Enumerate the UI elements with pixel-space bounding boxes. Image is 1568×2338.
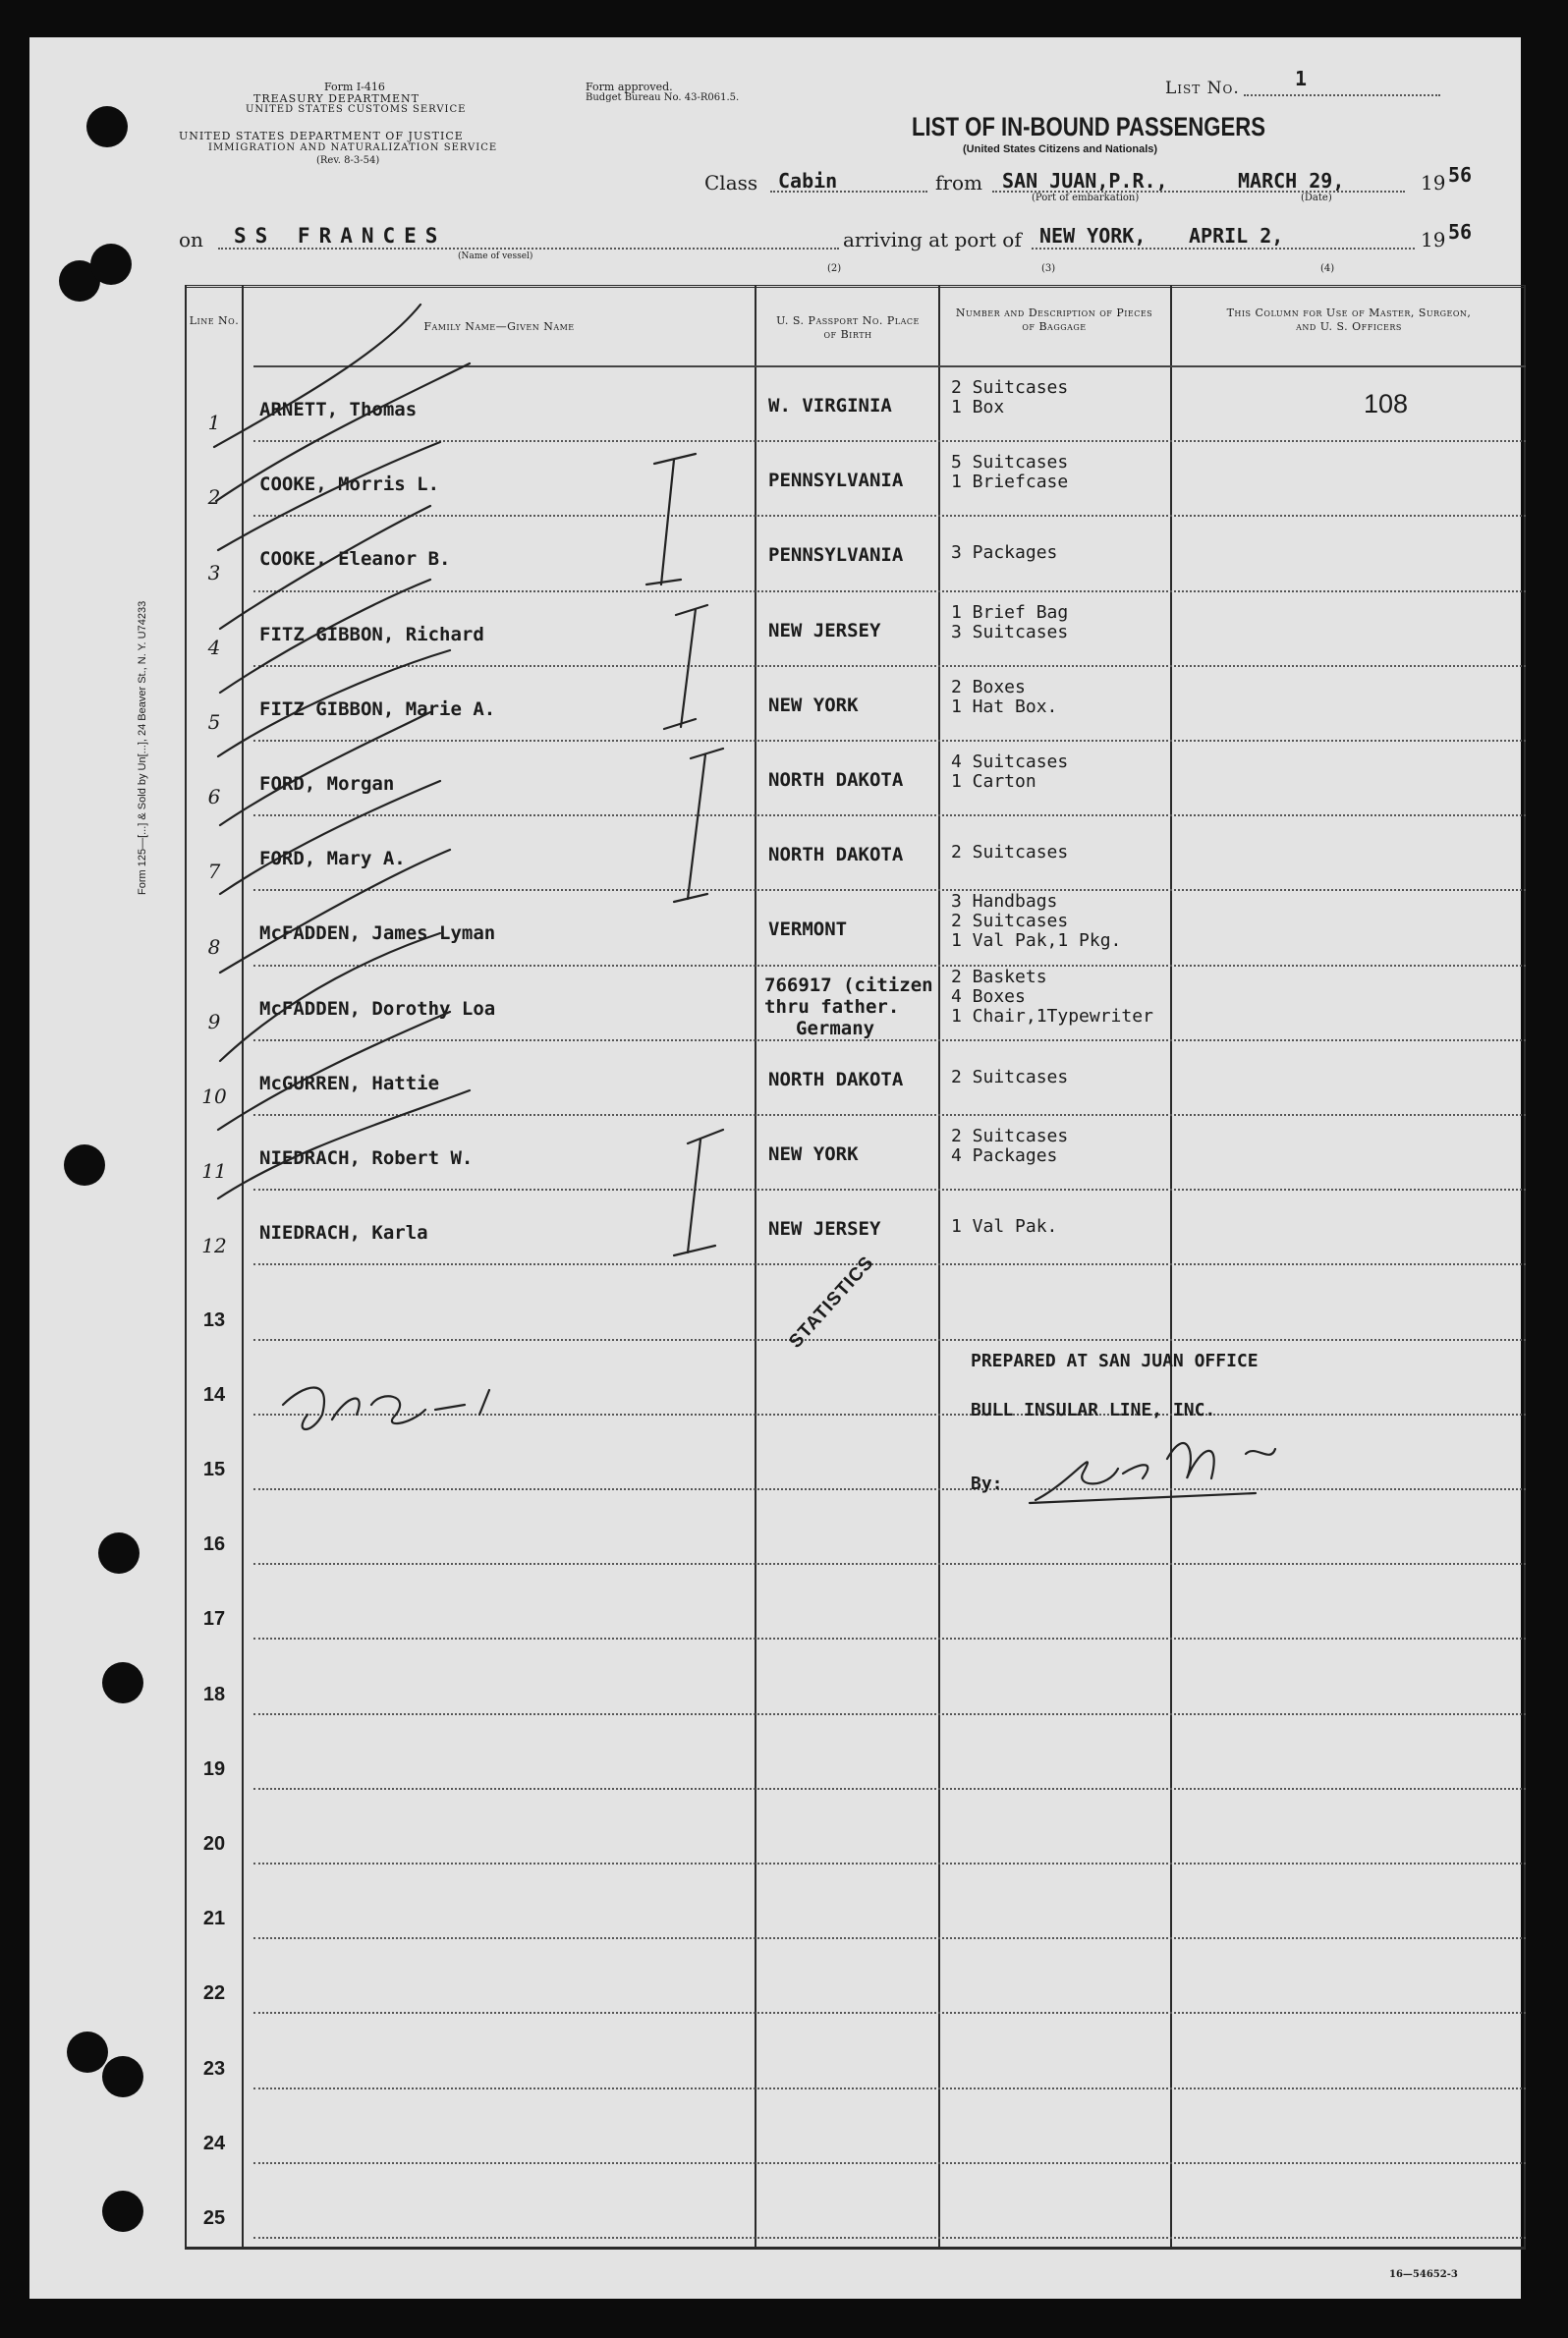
baggage-item: 1 Box: [951, 397, 1005, 418]
footer-code: 16—54652-3: [1389, 2269, 1458, 2280]
check-mark: [220, 781, 440, 894]
punch-hole: [86, 106, 128, 147]
year-2: 56: [1448, 220, 1473, 244]
punch-hole: [102, 1662, 143, 1703]
baggage-item: 3 Suitcases: [951, 621, 1069, 642]
punch-hole: [64, 1144, 105, 1186]
place-of-birth: NEW YORK: [768, 694, 859, 716]
place-of-birth: Germany: [796, 1017, 875, 1039]
passenger-name: NIEDRACH, Karla: [259, 1222, 428, 1245]
column-marker-4: (4): [1320, 263, 1335, 274]
line-number: 16: [202, 1533, 226, 1556]
line-number: 17: [202, 1608, 226, 1631]
line-number: 7: [207, 860, 221, 884]
check-mark: [216, 363, 470, 501]
list-no-value: 1: [1295, 67, 1308, 90]
side-print: Form 125—[...] & Sold by Un[...], 24 Beaver St., N. Y. U74233: [137, 600, 148, 895]
header-baggage: Number and Description of Pieces of Baggage: [955, 306, 1153, 333]
passenger-name: FORD, Morgan: [259, 773, 395, 795]
check-mark: [218, 442, 440, 550]
line-number: 19: [202, 1757, 226, 1780]
baggage-item: 1 Brief Bag: [951, 601, 1069, 623]
line-number: 4: [207, 635, 221, 659]
passenger-name: NIEDRACH, Robert W.: [259, 1147, 474, 1169]
vessel-caption: (Name of vessel): [458, 251, 533, 261]
signature: [1030, 1443, 1275, 1503]
dept-justice: UNITED STATES DEPARTMENT OF JUSTICE: [179, 130, 464, 142]
baggage-item: 4 Packages: [951, 1145, 1058, 1166]
line-number: 9: [207, 1009, 221, 1033]
place-of-birth: NEW JERSEY: [768, 1218, 881, 1241]
place-of-birth: VERMONT: [768, 918, 848, 941]
line-number: 1: [207, 411, 221, 435]
baggage-item: 2 Suitcases: [951, 1126, 1069, 1146]
dept-customs: UNITED STATES CUSTOMS SERVICE: [246, 104, 467, 115]
from-label: from: [935, 171, 982, 195]
header-name: Family Name—Given Name: [423, 320, 575, 333]
check-mark: [218, 650, 450, 756]
class-value: Cabin: [778, 169, 838, 193]
line-number: 18: [202, 1683, 226, 1705]
line-number: 15: [202, 1459, 226, 1480]
header-passport: U. S. Passport No. Place of Birth: [776, 314, 920, 341]
line-number: 6: [207, 785, 221, 809]
on-label: on: [179, 228, 203, 251]
place-of-birth: NORTH DAKOTA: [768, 769, 904, 791]
vessel-name: SS FRANCES: [234, 224, 447, 248]
line-number: 21: [202, 1908, 226, 1930]
place-of-birth: NEW YORK: [768, 1143, 859, 1165]
embark-date: MARCH 29,: [1238, 169, 1345, 193]
header-officers: This Column for Use of Master, Surgeon, and U. S. Officers: [1226, 306, 1472, 333]
passenger-name: FORD, Mary A.: [259, 848, 406, 870]
line-number: 3: [207, 560, 221, 584]
form-number: Form I-416: [324, 81, 385, 93]
dept-treasury: TREASURY DEPARTMENT: [253, 92, 420, 105]
port-embark-caption: (Port of embarkation): [1032, 193, 1140, 203]
line-number: 13: [202, 1308, 226, 1331]
passenger-name: COOKE, Morris L.: [259, 473, 440, 496]
punch-hole: [102, 2056, 143, 2097]
baggage-item: 2 Suitcases: [951, 377, 1069, 398]
baggage-item: 2 Suitcases: [951, 842, 1069, 863]
line-number: 22: [202, 1982, 226, 2005]
list-no-label: List No.: [1165, 79, 1240, 98]
baggage-item: 1 Carton: [951, 771, 1036, 792]
place-of-birth: PENNSYLVANIA: [768, 544, 904, 567]
baggage-item: 1 Hat Box.: [951, 696, 1058, 717]
line-number: 11: [201, 1159, 227, 1184]
place-of-birth: NORTH DAKOTA: [768, 1068, 904, 1090]
baggage-item: 1 Val Pak,1 Pkg.: [951, 930, 1122, 952]
line-number: 24: [202, 2132, 226, 2154]
statistics-stamp: STATISTICS: [785, 1252, 878, 1353]
baggage-item: 4 Suitcases: [951, 752, 1069, 772]
handwritten-note: [283, 1388, 489, 1430]
check-mark: [220, 712, 430, 825]
list-title: LIST OF IN-BOUND PASSENGERS: [912, 112, 1266, 141]
list-subtitle: (United States Citizens and Nationals): [963, 143, 1158, 155]
passenger-name: FITZ GIBBON, Marie A.: [259, 697, 496, 720]
column-marker-3: (3): [1041, 263, 1056, 274]
bracket-mark: [674, 1130, 723, 1255]
baggage-item: 2 Suitcases: [951, 911, 1069, 932]
line-number: 2: [207, 485, 221, 510]
bracket-mark: [664, 605, 707, 729]
year-prefix-2: 19: [1421, 228, 1446, 251]
passenger-name: ARNETT, Thomas: [259, 399, 418, 420]
passenger-name: COOKE, Eleanor B.: [259, 548, 451, 571]
baggage-item: 1 Briefcase: [951, 472, 1069, 493]
place-of-birth: NORTH DAKOTA: [768, 844, 904, 866]
column-marker-2: (2): [827, 263, 842, 274]
form-approved: Form approved.: [586, 81, 673, 93]
header-line-no: Line No.: [189, 314, 240, 327]
baggage-item: 1 Chair,1Typewriter: [951, 1005, 1153, 1027]
baggage-item: 3 Handbags: [951, 891, 1058, 913]
passenger-table: [185, 285, 1526, 2250]
arrival-date: APRIL 2,: [1189, 224, 1284, 248]
check-mark: [220, 580, 430, 693]
passenger-name: McGURREN, Hattie: [259, 1072, 440, 1094]
bracket-mark: [674, 749, 723, 902]
line-number: 23: [202, 2057, 226, 2080]
date-caption: (Date): [1301, 193, 1332, 203]
prepared-at-label: PREPARED AT SAN JUAN OFFICE: [971, 1351, 1259, 1371]
passenger-name: McFADDEN, Dorothy Loa: [259, 997, 496, 1020]
line-number: 5: [207, 710, 221, 734]
check-mark: [220, 850, 450, 973]
place-of-birth: thru father.: [764, 995, 900, 1018]
port-of-embarkation: SAN JUAN,P.R.,: [1002, 169, 1168, 193]
place-of-birth: 766917 (citizen: [764, 974, 933, 996]
dept-immigration: IMMIGRATION AND NATURALIZATION SERVICE: [208, 142, 498, 153]
class-label: Class: [704, 171, 758, 195]
baggage-item: 4 Boxes: [951, 985, 1026, 1007]
line-number: 14: [202, 1383, 226, 1406]
passenger-name: FITZ GIBBON, Richard: [259, 623, 484, 645]
port-of-arrival: NEW YORK,: [1039, 224, 1147, 248]
place-of-birth: W. VIRGINIA: [768, 395, 892, 417]
punch-hole: [102, 2191, 143, 2232]
punch-hole: [98, 1532, 140, 1574]
passenger-name: McFADDEN, James Lyman: [259, 922, 496, 945]
arriving-label: arriving at port of: [843, 228, 1022, 251]
place-of-birth: PENNSYLVANIA: [768, 470, 904, 492]
year-1: 56: [1448, 163, 1473, 187]
check-mark: [214, 305, 420, 447]
punch-hole: [67, 2032, 108, 2073]
baggage-item: 1 Val Pak.: [951, 1216, 1058, 1238]
check-mark: [218, 1012, 450, 1130]
budget-bureau: Budget Bureau No. 43-R061.5.: [586, 92, 740, 103]
check-mark: [220, 506, 430, 629]
by-label: By:: [971, 1474, 1003, 1494]
line-number: 10: [201, 1085, 227, 1108]
baggage-item: 3 Packages: [951, 542, 1058, 564]
baggage-item: 5 Suitcases: [951, 452, 1069, 473]
baggage-item: 2 Suitcases: [951, 1066, 1069, 1087]
punch-hole: [90, 244, 132, 285]
shipping-company: BULL INSULAR LINE, INC.: [971, 1400, 1216, 1420]
baggage-item: 2 Boxes: [951, 676, 1026, 697]
line-number: 12: [201, 1234, 227, 1258]
form-revision: (Rev. 8-3-54): [316, 155, 380, 166]
year-prefix-1: 19: [1421, 171, 1446, 195]
bracket-mark: [646, 454, 696, 584]
line-number: 25: [202, 2207, 226, 2229]
baggage-item: 2 Baskets: [951, 966, 1047, 987]
line-number: 8: [207, 934, 221, 959]
officer-entry: 108: [1364, 389, 1409, 418]
line-number: 20: [202, 1833, 226, 1855]
place-of-birth: NEW JERSEY: [768, 619, 881, 641]
